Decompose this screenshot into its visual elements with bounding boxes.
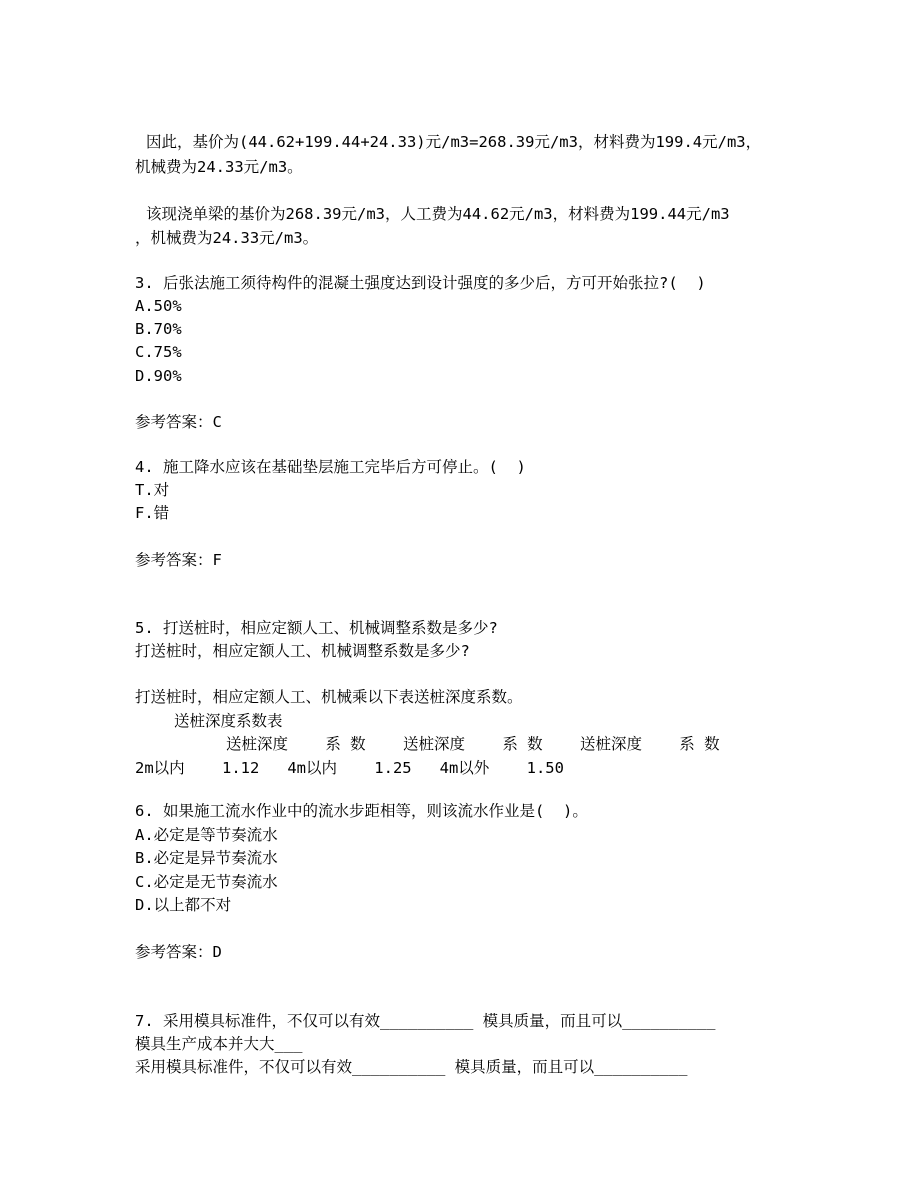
prev-answer-line-2: 机械费为24.33元/m3。 (135, 158, 303, 176)
q6-answer: 参考答案：D (135, 943, 222, 961)
q3-option-c: C.75% (135, 343, 182, 361)
q4-answer: 参考答案：F (135, 551, 222, 569)
q3-option-b: B.70% (135, 320, 182, 338)
q7-question-line-1: 7. 采用模具标准件，不仅可以有效__________ 模具质量，而且可以__________ (135, 1012, 716, 1030)
prev-answer-line-4: ，机械费为24.33元/m3。 (135, 229, 319, 247)
q3-question: 3. 后张法施工须待构件的混凝土强度达到设计强度的多少后，方可开始张拉?( ) (135, 274, 706, 292)
q5-table-row: 2m以内 1.12 4m以内 1.25 4m以外 1.50 (135, 759, 564, 777)
q5-table-header: 送桩深度 系 数 送桩深度 系 数 送桩深度 系 数 (226, 735, 720, 753)
q6-option-a: A.必定是等节奏流水 (135, 826, 278, 844)
q4-question: 4. 施工降水应该在基础垫层施工完毕后方可停止。( ) (135, 458, 526, 476)
q5-answer-text: 打送桩时，相应定额人工、机械乘以下表送桩深度系数。 (135, 688, 523, 706)
q6-question: 6. 如果施工流水作业中的流水步距相等，则该流水作业是( )。 (135, 802, 588, 820)
q5-table-title: 送桩深度系数表 (174, 712, 283, 730)
q3-answer: 参考答案：C (135, 413, 222, 431)
q6-option-d: D.以上都不对 (135, 896, 232, 914)
q7-repeat-line: 采用模具标准件，不仅可以有效__________ 模具质量，而且可以__________ (135, 1058, 688, 1076)
prev-answer-line-1: 因此，基价为(44.62+199.44+24.33)元/m3=268.39元/m3，材料费为199.4元/m3， (146, 133, 762, 151)
q7-question-line-2: 模具生产成本并大大___ (135, 1035, 303, 1053)
q5-question-repeat: 打送桩时，相应定额人工、机械调整系数是多少? (135, 642, 470, 660)
q3-option-a: A.50% (135, 297, 182, 315)
q6-option-c: C.必定是无节奏流水 (135, 873, 278, 891)
q5-question: 5. 打送桩时，相应定额人工、机械调整系数是多少? (135, 619, 498, 637)
prev-answer-line-3: 该现浇单梁的基价为268.39元/m3，人工费为44.62元/m3，材料费为199.44元/m3 (146, 205, 730, 223)
q3-option-d: D.90% (135, 367, 182, 385)
q4-option-f: F.错 (135, 504, 170, 522)
q4-option-t: T.对 (135, 481, 170, 499)
q6-option-b: B.必定是异节奏流水 (135, 849, 278, 867)
